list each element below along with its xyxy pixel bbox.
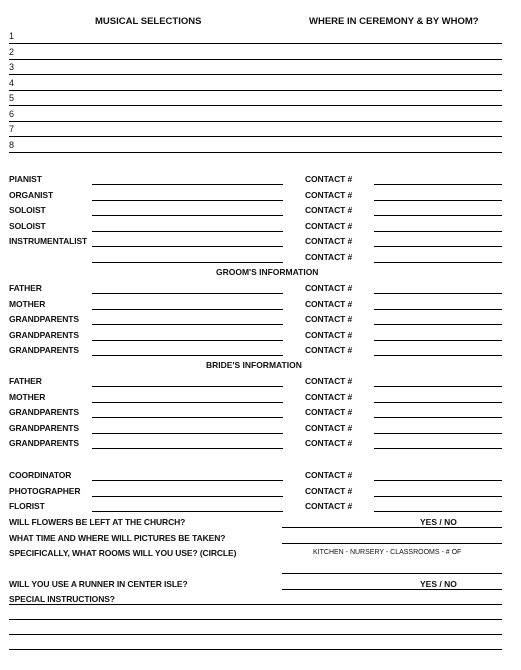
groom-family-name-line[interactable]	[92, 355, 283, 356]
staff-contact-line[interactable]	[374, 496, 502, 497]
musician-contact-line[interactable]	[374, 200, 502, 201]
staff-label: PHOTOGRAPHER	[9, 486, 81, 496]
groom-family-name-line[interactable]	[92, 293, 283, 294]
selection-line[interactable]	[9, 90, 502, 91]
rooms-answer-line[interactable]	[282, 573, 502, 574]
selection-number: 7	[9, 124, 15, 134]
selection-number: 8	[9, 140, 15, 150]
musician-label: INSTRUMENTALIST	[9, 236, 88, 246]
bride-family-contact-label: CONTACT #	[305, 376, 353, 386]
selection-number: 1	[9, 31, 15, 41]
musician-contact-line[interactable]	[374, 246, 502, 247]
staff-name-line[interactable]	[92, 496, 283, 497]
groom-family-name-line[interactable]	[92, 309, 283, 310]
groom-family-contact-label: CONTACT #	[305, 299, 353, 309]
bride-family-name-line[interactable]	[92, 433, 283, 434]
groom-family-contact-line[interactable]	[374, 293, 502, 294]
musician-name-line[interactable]	[92, 246, 283, 247]
groom-family-contact-line[interactable]	[374, 324, 502, 325]
musician-contact-label: CONTACT #	[305, 190, 353, 200]
bride-family-name-line[interactable]	[92, 402, 283, 403]
musician-name-line[interactable]	[92, 215, 283, 216]
musician-contact-label: CONTACT #	[305, 252, 353, 262]
groom-family-label: GRANDPARENTS	[9, 314, 79, 324]
special-instructions-line-3[interactable]	[9, 634, 502, 635]
groom-family-contact-label: CONTACT #	[305, 345, 353, 355]
selection-number: 2	[9, 47, 15, 57]
musician-label: ORGANIST	[9, 190, 54, 200]
musician-contact-line[interactable]	[374, 215, 502, 216]
selection-line[interactable]	[9, 74, 502, 75]
bride-family-contact-line[interactable]	[374, 433, 502, 434]
bride-family-label: GRANDPARENTS	[9, 423, 79, 433]
bride-family-contact-line[interactable]	[374, 402, 502, 403]
selection-number: 3	[9, 62, 15, 72]
bride-family-label: GRANDPARENTS	[9, 438, 79, 448]
ceremony-heading: WHERE IN CEREMONY & BY WHOM?	[309, 16, 479, 27]
pictures-answer-line[interactable]	[282, 543, 502, 544]
musician-name-line[interactable]	[92, 184, 283, 185]
staff-label: FLORIST	[9, 501, 45, 511]
bride-family-contact-label: CONTACT #	[305, 407, 353, 417]
runner-yes-no[interactable]: YES / NO	[420, 579, 457, 589]
staff-label: COORDINATOR	[9, 470, 72, 480]
runner-answer-line[interactable]	[282, 589, 502, 590]
musical-selections-heading: MUSICAL SELECTIONS	[95, 16, 202, 27]
groom-family-name-line[interactable]	[92, 324, 283, 325]
flowers-yes-no[interactable]: YES / NO	[420, 517, 457, 527]
special-instructions-label: SPECIAL INSTRUCTIONS?	[9, 594, 115, 604]
bride-family-label: FATHER	[9, 376, 42, 386]
staff-contact-line[interactable]	[374, 511, 502, 512]
groom-family-label: GRANDPARENTS	[9, 330, 79, 340]
staff-name-line[interactable]	[92, 480, 283, 481]
bride-family-contact-label: CONTACT #	[305, 392, 353, 402]
runner-question: WILL YOU USE A RUNNER IN CENTER ISLE?	[9, 579, 188, 589]
rooms-question: SPECIFICALLY, WHAT ROOMS WILL YOU USE? (CIRCLE)	[9, 548, 237, 558]
musician-name-line[interactable]	[92, 200, 283, 201]
flowers-answer-line[interactable]	[282, 527, 502, 528]
musician-name-line[interactable]	[92, 262, 283, 263]
selection-line[interactable]	[9, 136, 502, 137]
bride-family-contact-line[interactable]	[374, 448, 502, 449]
groom-family-contact-label: CONTACT #	[305, 330, 353, 340]
musician-contact-label: CONTACT #	[305, 236, 353, 246]
brides-info-title: BRIDE'S INFORMATION	[206, 360, 302, 370]
grooms-info-title: GROOM'S INFORMATION	[216, 267, 319, 277]
selection-line[interactable]	[9, 152, 502, 153]
staff-name-line[interactable]	[92, 511, 283, 512]
selection-line[interactable]	[9, 121, 502, 122]
musician-contact-label: CONTACT #	[305, 205, 353, 215]
musician-contact-line[interactable]	[374, 184, 502, 185]
staff-contact-label: CONTACT #	[305, 470, 353, 480]
staff-contact-label: CONTACT #	[305, 486, 353, 496]
bride-family-name-line[interactable]	[92, 386, 283, 387]
groom-family-label: MOTHER	[9, 299, 46, 309]
musician-contact-line[interactable]	[374, 231, 502, 232]
groom-family-contact-line[interactable]	[374, 355, 502, 356]
selection-number: 6	[9, 109, 15, 119]
musician-name-line[interactable]	[92, 231, 283, 232]
bride-family-label: MOTHER	[9, 392, 46, 402]
groom-family-label: GRANDPARENTS	[9, 345, 79, 355]
groom-family-contact-line[interactable]	[374, 340, 502, 341]
flowers-question: WILL FLOWERS BE LEFT AT THE CHURCH?	[9, 517, 186, 527]
special-instructions-line-4[interactable]	[9, 649, 502, 650]
bride-family-label: GRANDPARENTS	[9, 407, 79, 417]
musician-contact-label: CONTACT #	[305, 174, 353, 184]
selection-line[interactable]	[9, 43, 502, 44]
selection-line[interactable]	[9, 105, 502, 106]
bride-family-contact-line[interactable]	[374, 386, 502, 387]
rooms-options[interactable]: KITCHEN - NURSERY - CLASSROOMS - # OF	[313, 549, 462, 556]
selection-number: 5	[9, 93, 15, 103]
pictures-question: WHAT TIME AND WHERE WILL PICTURES BE TAKEN?	[9, 533, 226, 543]
bride-family-contact-label: CONTACT #	[305, 438, 353, 448]
bride-family-name-line[interactable]	[92, 448, 283, 449]
groom-family-contact-label: CONTACT #	[305, 314, 353, 324]
groom-family-contact-line[interactable]	[374, 309, 502, 310]
groom-family-name-line[interactable]	[92, 340, 283, 341]
bride-family-contact-label: CONTACT #	[305, 423, 353, 433]
musician-label: PIANIST	[9, 174, 42, 184]
groom-family-contact-label: CONTACT #	[305, 283, 353, 293]
selection-line[interactable]	[9, 59, 502, 60]
musician-label: SOLOIST	[9, 221, 46, 231]
staff-contact-label: CONTACT #	[305, 501, 353, 511]
groom-family-label: FATHER	[9, 283, 42, 293]
selection-number: 4	[9, 78, 15, 88]
special-instructions-line-1[interactable]	[9, 604, 502, 605]
bride-family-contact-line[interactable]	[374, 417, 502, 418]
bride-family-name-line[interactable]	[92, 417, 283, 418]
special-instructions-line-2[interactable]	[9, 619, 502, 620]
musician-contact-label: CONTACT #	[305, 221, 353, 231]
musician-contact-line[interactable]	[374, 262, 502, 263]
musician-label: SOLOIST	[9, 205, 46, 215]
staff-contact-line[interactable]	[374, 480, 502, 481]
